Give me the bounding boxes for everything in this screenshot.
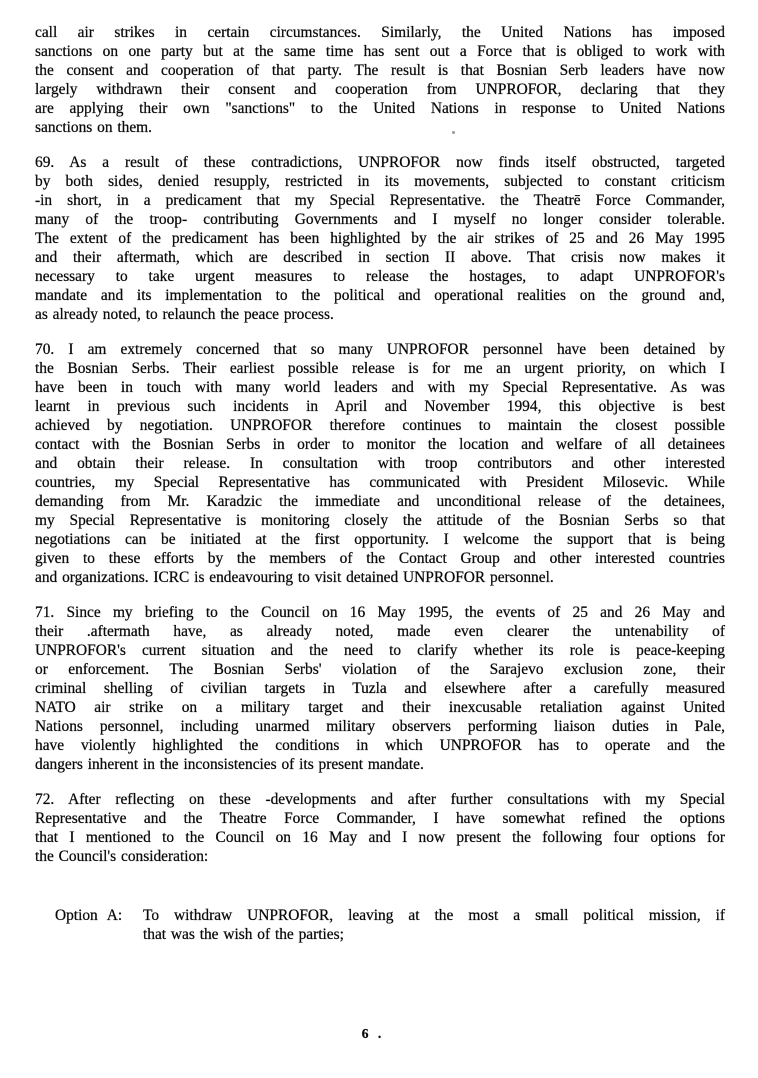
text-line: 72. After reflecting on these -developments and after further consultations with my Special <box>35 791 725 808</box>
text-line: criminal shelling of civilian targets in Tuzla and elsewhere after a carefully measured <box>35 680 725 697</box>
text-line: Representative and the Theatre Force Commander, I have somewhat refined the options <box>35 810 725 827</box>
text-line: the Council's consideration: <box>35 848 209 865</box>
paragraph-continuation <box>35 23 725 137</box>
text-line: negotiations can be initiated at the first opportunity. I welcome the support that is being <box>35 531 725 548</box>
text-line: 71. Since my briefing to the Council on 16 May 1995, the events of 25 and 26 May and <box>35 604 725 621</box>
option-a-body <box>143 906 725 944</box>
paragraph-69 <box>35 153 725 324</box>
text-line: are applying their own "sanctions" to the United Nations in response to United Nations <box>35 100 725 117</box>
option-a <box>55 906 725 944</box>
text-line: and obtain their release. In consultation with troop contributors and other interested <box>35 455 725 472</box>
text-line: The extent of the predicament has been highlighted by the air strikes of 25 and 26 May 1995 <box>35 230 725 247</box>
text-line: sanctions on one party but at the same time has sent out a Force that is obliged to work with <box>35 43 725 60</box>
text-line: contact with the Bosnian Serbs in order to monitor the location and welfare of all detainees <box>35 436 725 453</box>
text-line: necessary to take urgent measures to release the hostages, to adapt UNPROFOR's <box>35 268 725 285</box>
text-line: To withdraw UNPROFOR, leaving at the most a small political mission, if <box>143 907 725 924</box>
text-line: that was the wish of the parties; <box>143 926 344 943</box>
text-line: have violently highlighted the conditions in which UNPROFOR has to operate and the <box>35 737 725 754</box>
text-line: given to these efforts by the members of the Contact Group and other interested countries <box>35 550 725 567</box>
text-line: countries, my Special Representative has communicated with President Milosevic. While <box>35 474 725 491</box>
text-line: call air strikes in certain circumstances. Similarly, the United Nations has imposed <box>35 24 725 41</box>
text-line: have been in touch with many world leaders and with my Special Representative. As was <box>35 379 725 396</box>
text-line: NATO air strike on a military target and their inexcusable retaliation against United <box>35 699 725 716</box>
paragraph-70 <box>35 340 725 587</box>
option-a-label: Option A: <box>55 907 123 924</box>
text-line: that I mentioned to the Council on 16 May and I now present the following four options for <box>35 829 725 846</box>
text-line: and their aftermath, which are described in section II above. That crisis now makes it <box>35 249 725 266</box>
text-line: dangers inherent in the inconsistencies of its present mandate. <box>35 756 424 773</box>
text-line: as already noted, to relaunch the peace process. <box>35 306 334 323</box>
text-line: mandate and its implementation to the political and operational realities on the ground and, <box>35 287 725 304</box>
text-line: UNPROFOR's current situation and the need to clarify whether its role is peace-keeping <box>35 642 725 659</box>
text-line: learnt in previous such incidents in April and November 1994, this objective is best <box>35 398 725 415</box>
text-line: or enforcement. The Bosnian Serbs' violation of the Sarajevo exclusion zone, their <box>35 661 725 678</box>
text-line: 70. I am extremely concerned that so many UNPROFOR personnel have been detained by <box>35 341 725 358</box>
text-line: their .aftermath have, as already noted, made even clearer the untenability of <box>35 623 725 640</box>
page-number: 6 . <box>361 1026 385 1041</box>
text-line: Nations personnel, including unarmed military observers performing liaison duties in Pale, <box>35 718 725 735</box>
text-line: my Special Representative is monitoring closely the attitude of the Bosnian Serbs so that <box>35 512 725 529</box>
text-line: and organizations. ICRC is endeavouring to visit detained UNPROFOR personnel. <box>35 569 554 586</box>
paragraph-72 <box>35 790 725 866</box>
text-line: demanding from Mr. Karadzic the immediate and unconditional release of the detainees, <box>35 493 725 510</box>
text-line: many of the troop- contributing Governments and I myself no longer consider tolerable. <box>35 211 725 228</box>
paragraph-71 <box>35 603 725 774</box>
text-line: the consent and cooperation of that party. The result is that Bosnian Serb leaders have now <box>35 62 725 79</box>
text-line: -in short, in a predicament that my Special Representative. the Theatrē Force Commander, <box>35 192 725 209</box>
text-line: sanctions on them. <box>35 119 152 136</box>
text-line: achieved by negotiation. UNPROFOR therefore continues to maintain the closest possible <box>35 417 725 434</box>
text-line: largely withdrawn their consent and cooperation from UNPROFOR, declaring that they <box>35 81 725 98</box>
scan-speck <box>452 131 455 134</box>
text-line: by both sides, denied resupply, restricted in its movements, subjected to constant criticism <box>35 173 725 190</box>
text-line: 69. As a result of these contradictions, UNPROFOR now finds itself obstructed, targeted <box>35 154 725 171</box>
text-line: the Bosnian Serbs. Their earliest possible release is for me an urgent priority, on which I <box>35 360 725 377</box>
